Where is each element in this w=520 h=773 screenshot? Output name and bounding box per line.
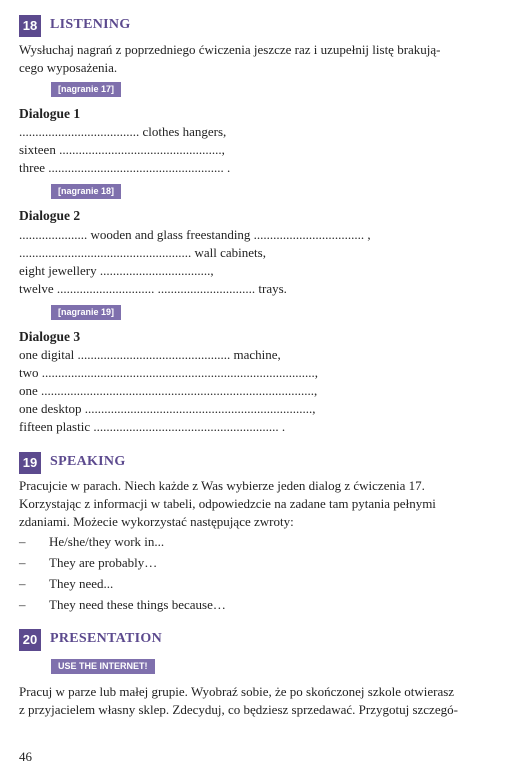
phrase-item: They need... (49, 576, 114, 591)
dialogue-1-line: sixteen .................................................., (19, 142, 225, 157)
page-number: 46 (19, 749, 32, 764)
use-internet-tag: USE THE INTERNET! (51, 659, 155, 674)
dialogue-2-line: eight jewellery .................................., (19, 263, 214, 278)
instruction-line: zdaniami. Możecie wykorzystać następujące zwroty: (19, 514, 294, 529)
dialogue-3-line: one ...................................................................................., (19, 383, 318, 398)
exercise-19-title: SPEAKING (50, 454, 126, 469)
recording-tag-19: [nagranie 19] (51, 305, 121, 320)
exercise-18-title: LISTENING (50, 17, 131, 32)
bullet-dash: – (19, 597, 26, 612)
exercise-19-number: 19 (19, 452, 41, 474)
dialogue-2-line: twelve .............................. .............................. trays. (19, 281, 287, 296)
exercise-20-title: PRESENTATION (50, 631, 162, 646)
dialogue-2-line: ..................................................... wall cabinets, (19, 245, 266, 260)
dialogue-1-line: ..................................... clothes hangers, (19, 124, 227, 139)
bullet-dash: – (19, 555, 26, 570)
recording-tag-17: [nagranie 17] (51, 82, 121, 97)
instruction-line: Korzystając z informacji w tabeli, odpowiedzcie na zadane tam pytania pełnymi (19, 496, 436, 511)
bullet-dash: – (19, 534, 26, 549)
dialogue-3-line: one digital ............................................... machine, (19, 347, 281, 362)
exercise-18-number: 18 (19, 15, 41, 37)
dialogue-3-line: fifteen plastic ......................................................... . (19, 419, 286, 434)
instruction-line: Wysłuchaj nagrań z poprzedniego ćwiczenia jeszcze raz i uzupełnij listę brakują- (19, 42, 441, 57)
dialogue-1-heading: Dialogue 1 (19, 106, 81, 121)
phrase-item: They need these things because… (49, 597, 226, 612)
exercise-19-instruction (19, 477, 494, 531)
dialogue-2-line: ..................... wooden and glass freestanding .................................. , (19, 227, 371, 242)
recording-tag-18: [nagranie 18] (51, 184, 121, 199)
exercise-20-number: 20 (19, 629, 41, 651)
instruction-line: cego wyposażenia. (19, 60, 118, 75)
dialogue-3-line: one desktop ......................................................................, (19, 401, 316, 416)
instruction-line: Pracuj w parze lub małej grupie. Wyobraź sobie, że po skończonej szkole otwierasz (19, 684, 455, 699)
dialogue-3-line: two ...................................................................................., (19, 365, 318, 380)
dialogue-3-heading: Dialogue 3 (19, 329, 81, 344)
dialogue-1-line: three ...................................................... . (19, 160, 231, 175)
dialogue-2-heading: Dialogue 2 (19, 208, 81, 223)
phrase-item: He/she/they work in... (49, 534, 165, 549)
exercise-20-instruction (19, 683, 494, 719)
instruction-line: Pracujcie w parach. Niech każde z Was wybierze jeden dialog z ćwiczenia 17. (19, 478, 425, 493)
phrase-item: They are probably… (49, 555, 158, 570)
exercise-18-instruction (19, 41, 494, 77)
instruction-line: z przyjacielem własny sklep. Zdecyduj, co będziesz sprzedawać. Przygotuj szczegó- (19, 702, 458, 717)
bullet-dash: – (19, 576, 26, 591)
